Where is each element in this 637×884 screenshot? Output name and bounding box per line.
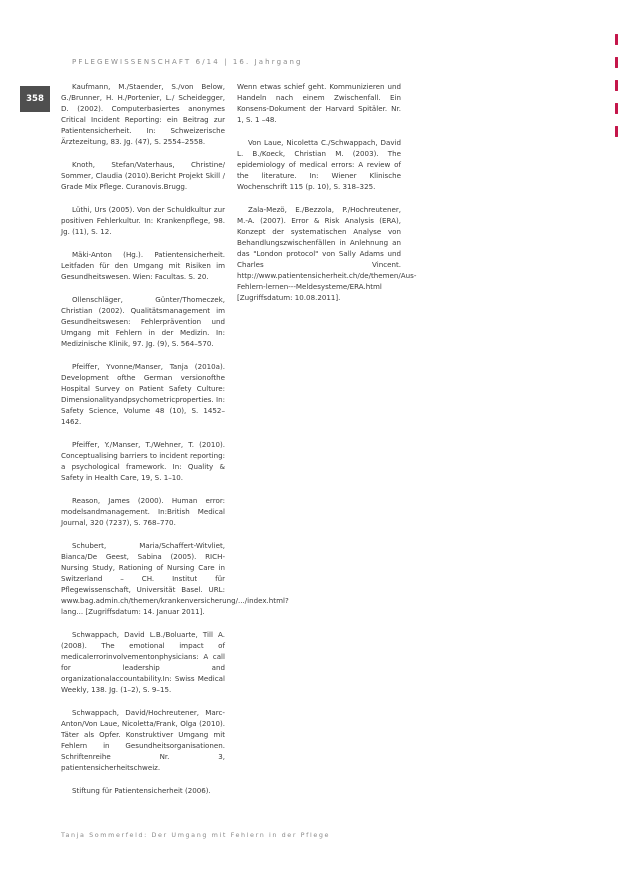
reference-entry: Kaufmann, M./Staender, S./von Below, G./Brunner, H. H./Portenier, L./ Scheidegger, D. (2002). Computerbasiertes anonymes Critical Incident Reporting: ein Beitrag zur Patientensicherheit. In: Schweizerische Ärztezeitung, 83. Jg. (47), S. 2554–2558. [61, 82, 225, 146]
accent-mark [615, 57, 618, 68]
references-column-left [61, 81, 289, 808]
accent-mark [615, 103, 618, 114]
accent-mark [615, 34, 618, 45]
running-footer: Tanja Sommerfeld: Der Umgang mit Fehlern in der Pflege [61, 831, 331, 839]
reference-entry: Stiftung für Patientensicherheit (2006). [72, 786, 211, 795]
margin-accent-marks [615, 34, 619, 149]
reference-entry: Knoth, Stefan/Vaterhaus, Christine/ Sommer, Claudia (2010).Bericht Projekt Skill / Grade Mix Pflege. Curanovis.Brugg. [61, 160, 225, 191]
reference-entry: Zala-Mezö, E./Bezzola, P./Hochreutener, M.-A. (2007). Error & Risk Analysis (ERA), Konzept der systematischen Analyse von Behandlungszwischenfällen in Anlehnung an das "London protocol" von Sally Adams und Charles Vincent. http://www.patientensicherheit.ch/de/themen/Aus-Fehlern-lernen---Meldesysteme/ERA.html [Zugriffsdatum: 10.08.2011]. [237, 205, 417, 302]
reference-entry: Schubert, Maria/Schaffert-Witvliet, Bianca/De Geest, Sabina (2005). RICH-Nursing Study, Rationing of Nursing Care in Switzerland – CH. Institut für Pflegewissenschaft, Universität Basel. URL: www.bag.admin.ch/themen/krankenversicherung/.../index.html?lang... [Zugriffsdatum: 14. Januar 2011]. [61, 541, 289, 616]
accent-mark [615, 126, 618, 137]
reference-entry: Schwappach, David L.B./Boluarte, Till A. (2008). The emotional impact of medicalerrorinvolvementonphysicians: A call for leadership and organizationalaccountability.In: Swiss Medical Weekly, 138. Jg. (1–2), S. 9–15. [61, 630, 225, 694]
reference-entry: Reason, James (2000). Human error: modelsandmanagement. In:British Medical Journal, 320 (7237), S. 768–770. [61, 496, 225, 527]
running-head: PFLEGEWISSENSCHAFT 6/14 | 16. Jahrgang [72, 58, 303, 66]
reference-entry: Ollenschläger, Günter/Thomeczek, Christian (2002). Qualitätsmanagement im Gesundheitswesen: Fehlerprävention und Umgang mit Fehlern in der Medizin. In: Medizinische Klinik, 97. Jg. (9), S. 564–570. [61, 295, 225, 348]
reference-entry: Mäki-Anton (Hg.). Patientensicherheit. Leitfaden für den Umgang mit Risiken im Gesundheitswesen. Wien: Facultas. S. 20. [61, 250, 225, 281]
reference-entry: Schwappach, David/Hochreutener, Marc-Anton/Von Laue, Nicoletta/Frank, Olga (2010). Täter als Opfer. Konstruktiver Umgang mit Fehlern in Gesundheitsorganisationen. Schriftenreihe Nr. 3, patientensicherheitschweiz. [61, 708, 225, 772]
references-column-right [237, 81, 417, 315]
reference-entry: Von Laue, Nicoletta C./Schwappach, David L. B./Koeck, Christian M. (2003). The epidemiology of medical errors: A review of the literature. In: Wiener Klinische Wochenschrift 115 (p. 10), S. 318–325. [237, 138, 401, 191]
accent-mark [615, 80, 618, 91]
reference-entry: Pfeiffer, Yvonne/Manser, Tanja (2010a). Development ofthe German versionofthe Hospital Survey on Patient Safety Culture: Dimensionalityandpsychometricproperties. In: Safety Science, Volume 48 (10), S. 1452–1462. [61, 362, 225, 426]
page-number: 358 [20, 86, 50, 112]
reference-entry-continued: Wenn etwas schief geht. Kommunizieren und Handeln nach einem Zwischenfall. Ein Konsens-Dokument der Harvard Spitäler. Nr. 1, S. 1 –48. [237, 82, 401, 124]
reference-entry: Lüthi, Urs (2005). Von der Schuldkultur zur positiven Fehlerkultur. In: Krankenpflege, 98. Jg. (11), S. 12. [61, 205, 225, 236]
reference-entry: Pfeiffer, Y./Manser, T./Wehner, T. (2010). Conceptualising barriers to incident reporting: a psychological framework. In: Quality & Safety in Health Care, 19, S. 1–10. [61, 440, 225, 482]
